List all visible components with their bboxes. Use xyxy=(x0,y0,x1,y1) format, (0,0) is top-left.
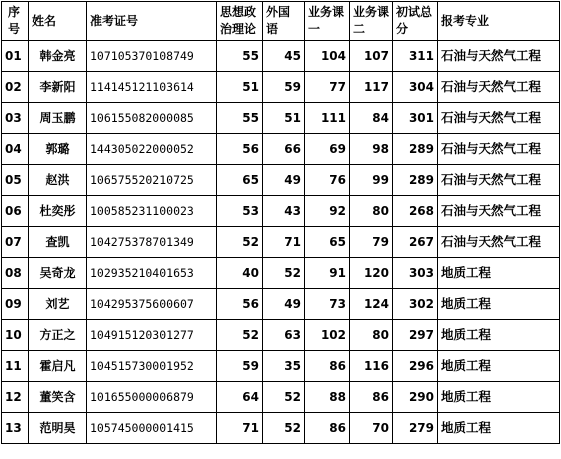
cell-course1: 86 xyxy=(305,413,350,444)
score-table xyxy=(1,1,560,444)
cell-no: 11 xyxy=(2,351,29,382)
cell-course1: 86 xyxy=(305,351,350,382)
cell-exam-id: 104275378701349 xyxy=(87,227,217,258)
cell-politics: 59 xyxy=(217,351,263,382)
header-course1: 业务课一 xyxy=(305,2,350,41)
header-id: 准考证号 xyxy=(87,2,217,41)
cell-name: 范明昊 xyxy=(29,413,87,444)
cell-no: 12 xyxy=(2,382,29,413)
table-row xyxy=(2,196,560,227)
cell-exam-id: 104295375600607 xyxy=(87,289,217,320)
cell-course2: 120 xyxy=(350,258,393,289)
cell-course1: 91 xyxy=(305,258,350,289)
cell-exam-id: 106575520210725 xyxy=(87,165,217,196)
header-politics: 思想政治理论 xyxy=(217,2,263,41)
cell-major: 石油与天然气工程 xyxy=(438,103,560,134)
header-total: 初试总分 xyxy=(393,2,438,41)
cell-total: 267 xyxy=(393,227,438,258)
table-row xyxy=(2,41,560,72)
cell-name: 董笑含 xyxy=(29,382,87,413)
cell-major: 地质工程 xyxy=(438,289,560,320)
cell-exam-id: 102935210401653 xyxy=(87,258,217,289)
cell-no: 04 xyxy=(2,134,29,165)
table-row xyxy=(2,351,560,382)
cell-politics: 52 xyxy=(217,227,263,258)
cell-major: 地质工程 xyxy=(438,320,560,351)
table-row xyxy=(2,382,560,413)
cell-name: 韩金亮 xyxy=(29,41,87,72)
cell-course2: 107 xyxy=(350,41,393,72)
cell-total: 302 xyxy=(393,289,438,320)
cell-no: 06 xyxy=(2,196,29,227)
cell-english: 63 xyxy=(263,320,305,351)
cell-course1: 88 xyxy=(305,382,350,413)
cell-course1: 92 xyxy=(305,196,350,227)
cell-name: 查凯 xyxy=(29,227,87,258)
table-row xyxy=(2,258,560,289)
table-row xyxy=(2,103,560,134)
cell-no: 13 xyxy=(2,413,29,444)
header-english: 外国语 xyxy=(263,2,305,41)
cell-no: 01 xyxy=(2,41,29,72)
cell-no: 10 xyxy=(2,320,29,351)
cell-english: 52 xyxy=(263,413,305,444)
cell-politics: 55 xyxy=(217,41,263,72)
cell-name: 李新阳 xyxy=(29,72,87,103)
cell-no: 09 xyxy=(2,289,29,320)
cell-english: 59 xyxy=(263,72,305,103)
cell-total: 303 xyxy=(393,258,438,289)
cell-english: 45 xyxy=(263,41,305,72)
cell-name: 周玉鹏 xyxy=(29,103,87,134)
table-row xyxy=(2,320,560,351)
cell-course1: 76 xyxy=(305,165,350,196)
cell-no: 02 xyxy=(2,72,29,103)
cell-course2: 79 xyxy=(350,227,393,258)
cell-politics: 64 xyxy=(217,382,263,413)
cell-english: 52 xyxy=(263,258,305,289)
cell-politics: 55 xyxy=(217,103,263,134)
cell-course1: 73 xyxy=(305,289,350,320)
cell-exam-id: 114145121103614 xyxy=(87,72,217,103)
cell-name: 赵洪 xyxy=(29,165,87,196)
cell-major: 地质工程 xyxy=(438,351,560,382)
cell-course1: 65 xyxy=(305,227,350,258)
cell-course1: 111 xyxy=(305,103,350,134)
cell-politics: 40 xyxy=(217,258,263,289)
cell-exam-id: 100585231100023 xyxy=(87,196,217,227)
cell-course2: 99 xyxy=(350,165,393,196)
table-row xyxy=(2,227,560,258)
cell-major: 地质工程 xyxy=(438,382,560,413)
table-row xyxy=(2,165,560,196)
cell-major: 石油与天然气工程 xyxy=(438,41,560,72)
cell-course2: 98 xyxy=(350,134,393,165)
cell-name: 方正之 xyxy=(29,320,87,351)
cell-major: 石油与天然气工程 xyxy=(438,165,560,196)
cell-major: 石油与天然气工程 xyxy=(438,227,560,258)
cell-course2: 80 xyxy=(350,320,393,351)
table-row xyxy=(2,134,560,165)
cell-total: 289 xyxy=(393,165,438,196)
cell-total: 311 xyxy=(393,41,438,72)
cell-politics: 65 xyxy=(217,165,263,196)
cell-no: 07 xyxy=(2,227,29,258)
cell-course2: 70 xyxy=(350,413,393,444)
cell-course1: 69 xyxy=(305,134,350,165)
cell-course1: 77 xyxy=(305,72,350,103)
cell-politics: 53 xyxy=(217,196,263,227)
header-course2: 业务课二 xyxy=(350,2,393,41)
cell-english: 43 xyxy=(263,196,305,227)
cell-name: 杜奕彤 xyxy=(29,196,87,227)
cell-english: 51 xyxy=(263,103,305,134)
cell-course2: 84 xyxy=(350,103,393,134)
cell-english: 49 xyxy=(263,289,305,320)
cell-course2: 116 xyxy=(350,351,393,382)
cell-total: 290 xyxy=(393,382,438,413)
cell-total: 304 xyxy=(393,72,438,103)
cell-major: 地质工程 xyxy=(438,413,560,444)
table-row xyxy=(2,413,560,444)
cell-politics: 71 xyxy=(217,413,263,444)
cell-politics: 56 xyxy=(217,134,263,165)
cell-course2: 124 xyxy=(350,289,393,320)
header-row xyxy=(2,2,560,41)
cell-english: 66 xyxy=(263,134,305,165)
cell-exam-id: 105745000001415 xyxy=(87,413,217,444)
cell-major: 石油与天然气工程 xyxy=(438,72,560,103)
cell-major: 石油与天然气工程 xyxy=(438,196,560,227)
cell-total: 289 xyxy=(393,134,438,165)
cell-english: 52 xyxy=(263,382,305,413)
cell-exam-id: 144305022000052 xyxy=(87,134,217,165)
cell-exam-id: 107105370108749 xyxy=(87,41,217,72)
cell-politics: 56 xyxy=(217,289,263,320)
cell-name: 吴奇龙 xyxy=(29,258,87,289)
cell-total: 279 xyxy=(393,413,438,444)
cell-politics: 51 xyxy=(217,72,263,103)
cell-exam-id: 104515730001952 xyxy=(87,351,217,382)
cell-total: 297 xyxy=(393,320,438,351)
header-major: 报考专业 xyxy=(438,2,560,41)
cell-exam-id: 106155082000085 xyxy=(87,103,217,134)
cell-course2: 86 xyxy=(350,382,393,413)
cell-name: 郭璐 xyxy=(29,134,87,165)
header-name: 姓名 xyxy=(29,2,87,41)
cell-politics: 52 xyxy=(217,320,263,351)
table-row xyxy=(2,72,560,103)
cell-no: 05 xyxy=(2,165,29,196)
header-no: 序号 xyxy=(2,2,29,41)
cell-exam-id: 104915120301277 xyxy=(87,320,217,351)
cell-course2: 117 xyxy=(350,72,393,103)
cell-course1: 104 xyxy=(305,41,350,72)
cell-total: 301 xyxy=(393,103,438,134)
cell-course1: 102 xyxy=(305,320,350,351)
cell-name: 霍启凡 xyxy=(29,351,87,382)
cell-no: 03 xyxy=(2,103,29,134)
cell-major: 石油与天然气工程 xyxy=(438,134,560,165)
cell-course2: 80 xyxy=(350,196,393,227)
cell-exam-id: 101655000006879 xyxy=(87,382,217,413)
cell-total: 268 xyxy=(393,196,438,227)
cell-total: 296 xyxy=(393,351,438,382)
cell-no: 08 xyxy=(2,258,29,289)
cell-english: 35 xyxy=(263,351,305,382)
cell-english: 71 xyxy=(263,227,305,258)
cell-major: 地质工程 xyxy=(438,258,560,289)
cell-name: 刘艺 xyxy=(29,289,87,320)
cell-english: 49 xyxy=(263,165,305,196)
table-row xyxy=(2,289,560,320)
